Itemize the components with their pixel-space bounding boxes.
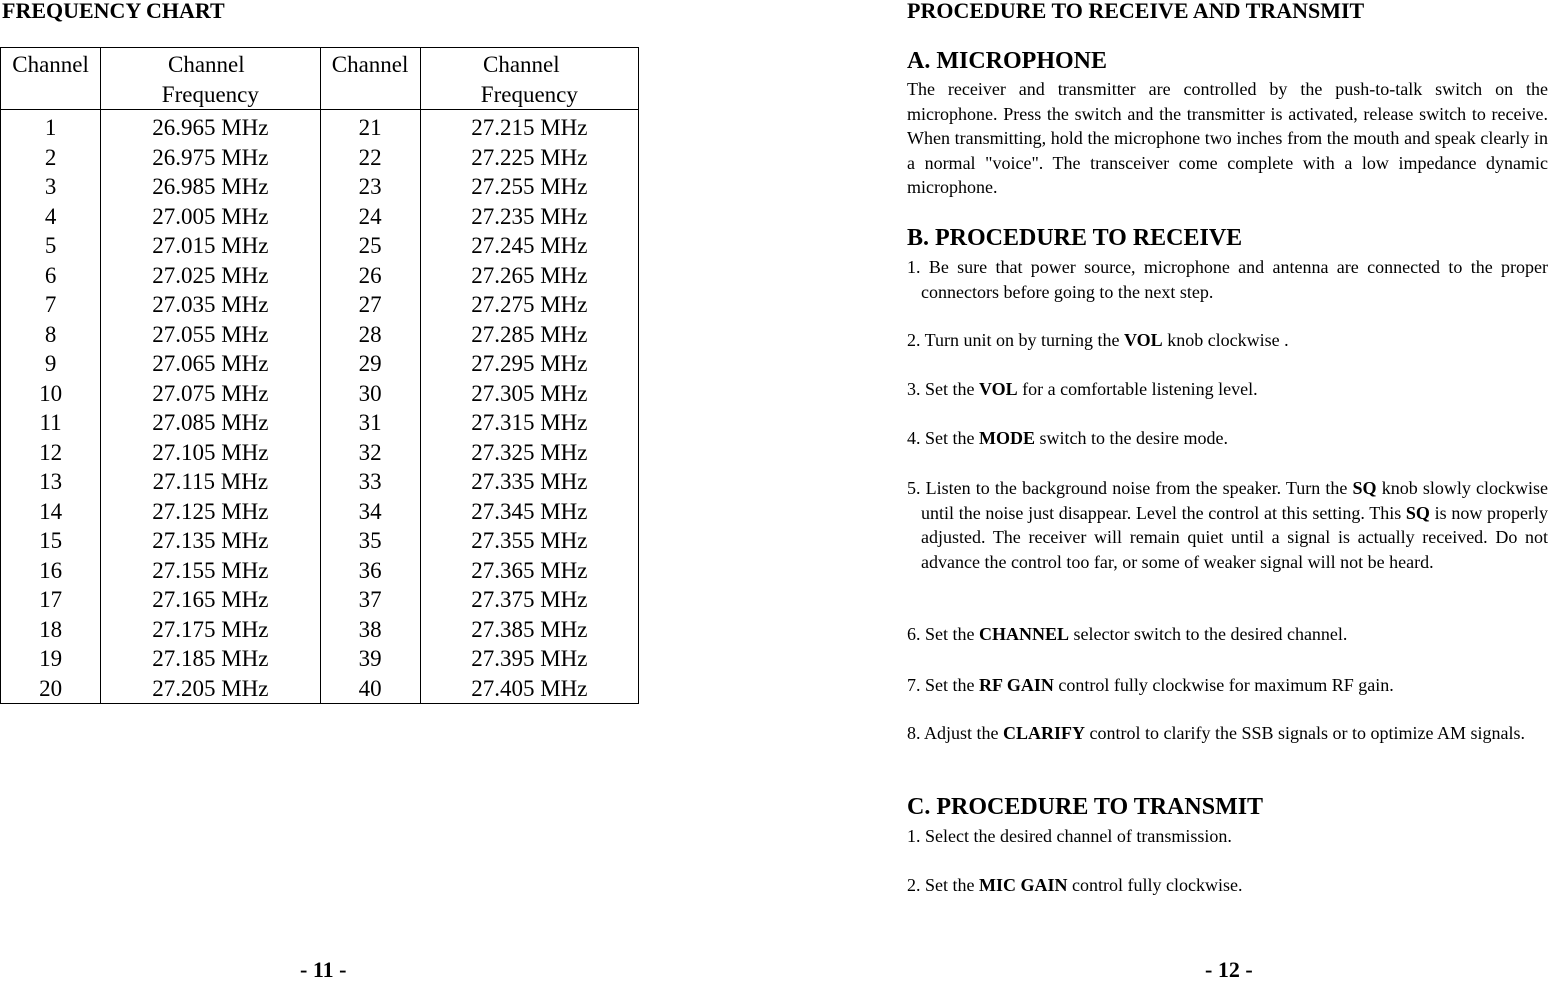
cell-channel: 21 [320, 110, 420, 143]
cell-frequency: 27.275 MHz [420, 290, 638, 320]
cell-channel: 2 [1, 143, 101, 173]
table-row [1, 467, 639, 497]
page-number-right: - 12 - [1205, 957, 1253, 982]
step-text: control fully clockwise for maximum RF gain. [1053, 675, 1394, 695]
cell-channel: 39 [320, 644, 420, 674]
section-a-text: The receiver and transmitter are controlled by the push-to-talk switch on the microphone. Press the switch and the transmitter is activated, release switch to receive. When transmitting, hold the microphone two inches from the mouth and speak clearly in a normal "voice". The transceiver come complete with a low impedance dynamic microphone. [907, 79, 1548, 197]
cell-channel: 10 [1, 379, 101, 409]
table-row [1, 438, 639, 468]
cell-frequency: 27.055 MHz [101, 320, 320, 350]
step-text: knob slowly clockwise until the noise just disappear. Level the control at this setting. This [921, 478, 1548, 523]
cell-channel: 7 [1, 290, 101, 320]
step-text: for a comfortable listening level. [1017, 379, 1258, 399]
table-row [1, 320, 639, 350]
step-control-name: RF GAIN [979, 675, 1054, 695]
frequency-chart-heading: FREQUENCY CHART [2, 0, 225, 23]
header-channel-1: Channel [1, 48, 101, 110]
step-item [907, 476, 1548, 574]
section-c-title: C. PROCEDURE TO TRANSMIT [907, 794, 1264, 820]
cell-channel: 25 [320, 231, 420, 261]
header-channel-2: Channel [320, 48, 420, 110]
table-body [1, 110, 639, 704]
cell-frequency: 27.255 MHz [420, 172, 638, 202]
cell-channel: 9 [1, 349, 101, 379]
cell-frequency: 27.385 MHz [420, 615, 638, 645]
cell-channel: 14 [1, 497, 101, 527]
step-item [907, 622, 1548, 647]
header-frequency-2: Channel Frequency [420, 48, 638, 110]
cell-frequency: 27.295 MHz [420, 349, 638, 379]
cell-frequency: 27.005 MHz [101, 202, 320, 232]
cell-channel: 15 [1, 526, 101, 556]
step-item [907, 873, 1548, 898]
cell-channel: 16 [1, 556, 101, 586]
step-item [907, 328, 1548, 353]
cell-frequency: 27.025 MHz [101, 261, 320, 291]
cell-channel: 37 [320, 585, 420, 615]
table-row [1, 379, 639, 409]
cell-frequency: 27.365 MHz [420, 556, 638, 586]
cell-frequency: 27.325 MHz [420, 438, 638, 468]
cell-frequency: 27.085 MHz [101, 408, 320, 438]
cell-frequency: 27.225 MHz [420, 143, 638, 173]
cell-frequency: 27.405 MHz [420, 674, 638, 704]
cell-frequency: 27.165 MHz [101, 585, 320, 615]
cell-channel: 3 [1, 172, 101, 202]
step-text: is now properly adjusted. The receiver will remain quiet until a signal is actually received. Do not advance the control too far, or some of weaker signal will not be heard. [921, 502, 1548, 572]
cell-channel: 26 [320, 261, 420, 291]
cell-frequency: 27.135 MHz [101, 526, 320, 556]
step-text: 8. Adjust the [907, 723, 1004, 743]
cell-channel: 22 [320, 143, 420, 173]
cell-frequency: 27.305 MHz [420, 379, 638, 409]
cell-channel: 32 [320, 438, 420, 468]
step-text: 6. Set the [907, 624, 979, 644]
frequency-table [0, 47, 639, 704]
cell-frequency: 27.395 MHz [420, 644, 638, 674]
step-text: 4. Set the [907, 428, 979, 448]
cell-frequency: 27.205 MHz [101, 674, 320, 704]
table-row [1, 644, 639, 674]
step-text: 1. Select the desired channel of transmission. [907, 826, 1232, 846]
cell-channel: 31 [320, 408, 420, 438]
step-control-name: CLARIFY [1003, 723, 1086, 743]
step-text: 5. Listen to the background noise from the speaker. Turn the [907, 478, 1353, 498]
cell-frequency: 27.155 MHz [101, 556, 320, 586]
section-a-title: A. MICROPHONE [907, 48, 1107, 74]
cell-channel: 38 [320, 615, 420, 645]
cell-channel: 8 [1, 320, 101, 350]
cell-frequency: 27.125 MHz [101, 497, 320, 527]
step-item [907, 426, 1548, 451]
cell-channel: 33 [320, 467, 420, 497]
step-text: 2. Set the [907, 875, 979, 895]
cell-channel: 23 [320, 172, 420, 202]
cell-frequency: 27.375 MHz [420, 585, 638, 615]
cell-channel: 28 [320, 320, 420, 350]
cell-frequency: 27.355 MHz [420, 526, 638, 556]
step-text: switch to the desire mode. [1035, 428, 1228, 448]
step-item [907, 255, 1548, 304]
cell-channel: 36 [320, 556, 420, 586]
cell-frequency: 27.235 MHz [420, 202, 638, 232]
cell-channel: 20 [1, 674, 101, 704]
cell-frequency: 27.175 MHz [101, 615, 320, 645]
cell-frequency: 27.265 MHz [420, 261, 638, 291]
step-text: 2. Turn unit on by turning the [907, 330, 1125, 350]
cell-frequency: 27.065 MHz [101, 349, 320, 379]
header-frequency-1: Channel Frequency [101, 48, 320, 110]
procedure-heading: PROCEDURE TO RECEIVE AND TRANSMIT [907, 0, 1365, 23]
cell-frequency: 27.345 MHz [420, 497, 638, 527]
step-control-name: VOL [979, 379, 1018, 399]
cell-channel: 12 [1, 438, 101, 468]
cell-channel: 30 [320, 379, 420, 409]
table-row [1, 526, 639, 556]
cell-frequency: 27.105 MHz [101, 438, 320, 468]
table-row [1, 261, 639, 291]
cell-channel: 18 [1, 615, 101, 645]
step-item [907, 721, 1548, 746]
page-number-left: - 11 - [300, 957, 347, 982]
left-page [0, 0, 650, 982]
cell-channel: 19 [1, 644, 101, 674]
table-row [1, 408, 639, 438]
step-control-name: MIC GAIN [979, 875, 1068, 895]
cell-channel: 6 [1, 261, 101, 291]
step-control-name: VOL [1124, 330, 1163, 350]
table-row [1, 585, 639, 615]
table-row [1, 110, 639, 143]
cell-channel: 27 [320, 290, 420, 320]
cell-channel: 1 [1, 110, 101, 143]
cell-frequency: 27.115 MHz [101, 467, 320, 497]
step-text: 1. Be sure that power source, microphone and antenna are connected to the proper connectors before going to the next step. [907, 257, 1548, 302]
step-text: control fully clockwise. [1067, 875, 1243, 895]
step-control-name: MODE [979, 428, 1035, 448]
cell-channel: 24 [320, 202, 420, 232]
cell-frequency: 26.985 MHz [101, 172, 320, 202]
table-row [1, 143, 639, 173]
cell-frequency: 27.015 MHz [101, 231, 320, 261]
step-text: 3. Set the [907, 379, 979, 399]
cell-frequency: 26.965 MHz [101, 110, 320, 143]
table-row [1, 202, 639, 232]
cell-channel: 40 [320, 674, 420, 704]
table-row [1, 172, 639, 202]
cell-channel: 4 [1, 202, 101, 232]
section-b-title: B. PROCEDURE TO RECEIVE [907, 225, 1243, 251]
cell-channel: 34 [320, 497, 420, 527]
cell-frequency: 26.975 MHz [101, 143, 320, 173]
cell-frequency: 27.215 MHz [420, 110, 638, 143]
step-text: control to clarify the SSB signals or to optimize AM signals. [1085, 723, 1525, 743]
table-row [1, 615, 639, 645]
cell-channel: 35 [320, 526, 420, 556]
table-row [1, 674, 639, 704]
table-row [1, 349, 639, 379]
cell-frequency: 27.315 MHz [420, 408, 638, 438]
step-text: knob clockwise . [1162, 330, 1289, 350]
step-item [907, 377, 1548, 402]
table-row [1, 497, 639, 527]
cell-channel: 5 [1, 231, 101, 261]
table-row [1, 290, 639, 320]
step-text: selector switch to the desired channel. [1069, 624, 1348, 644]
table-row [1, 231, 639, 261]
step-item [907, 824, 1548, 849]
cell-frequency: 27.075 MHz [101, 379, 320, 409]
step-text: 7. Set the [907, 675, 979, 695]
cell-channel: 17 [1, 585, 101, 615]
right-page [907, 0, 1548, 982]
cell-channel: 29 [320, 349, 420, 379]
table-row [1, 556, 639, 586]
cell-frequency: 27.285 MHz [420, 320, 638, 350]
cell-frequency: 27.185 MHz [101, 644, 320, 674]
cell-channel: 13 [1, 467, 101, 497]
step-control-name: CHANNEL [979, 624, 1070, 644]
step-control-name: SQ [1352, 478, 1377, 498]
cell-frequency: 27.035 MHz [101, 290, 320, 320]
table-header-row [1, 48, 639, 110]
cell-frequency: 27.245 MHz [420, 231, 638, 261]
cell-channel: 11 [1, 408, 101, 438]
cell-frequency: 27.335 MHz [420, 467, 638, 497]
step-item [907, 673, 1548, 698]
step-control-name: SQ [1405, 502, 1430, 523]
